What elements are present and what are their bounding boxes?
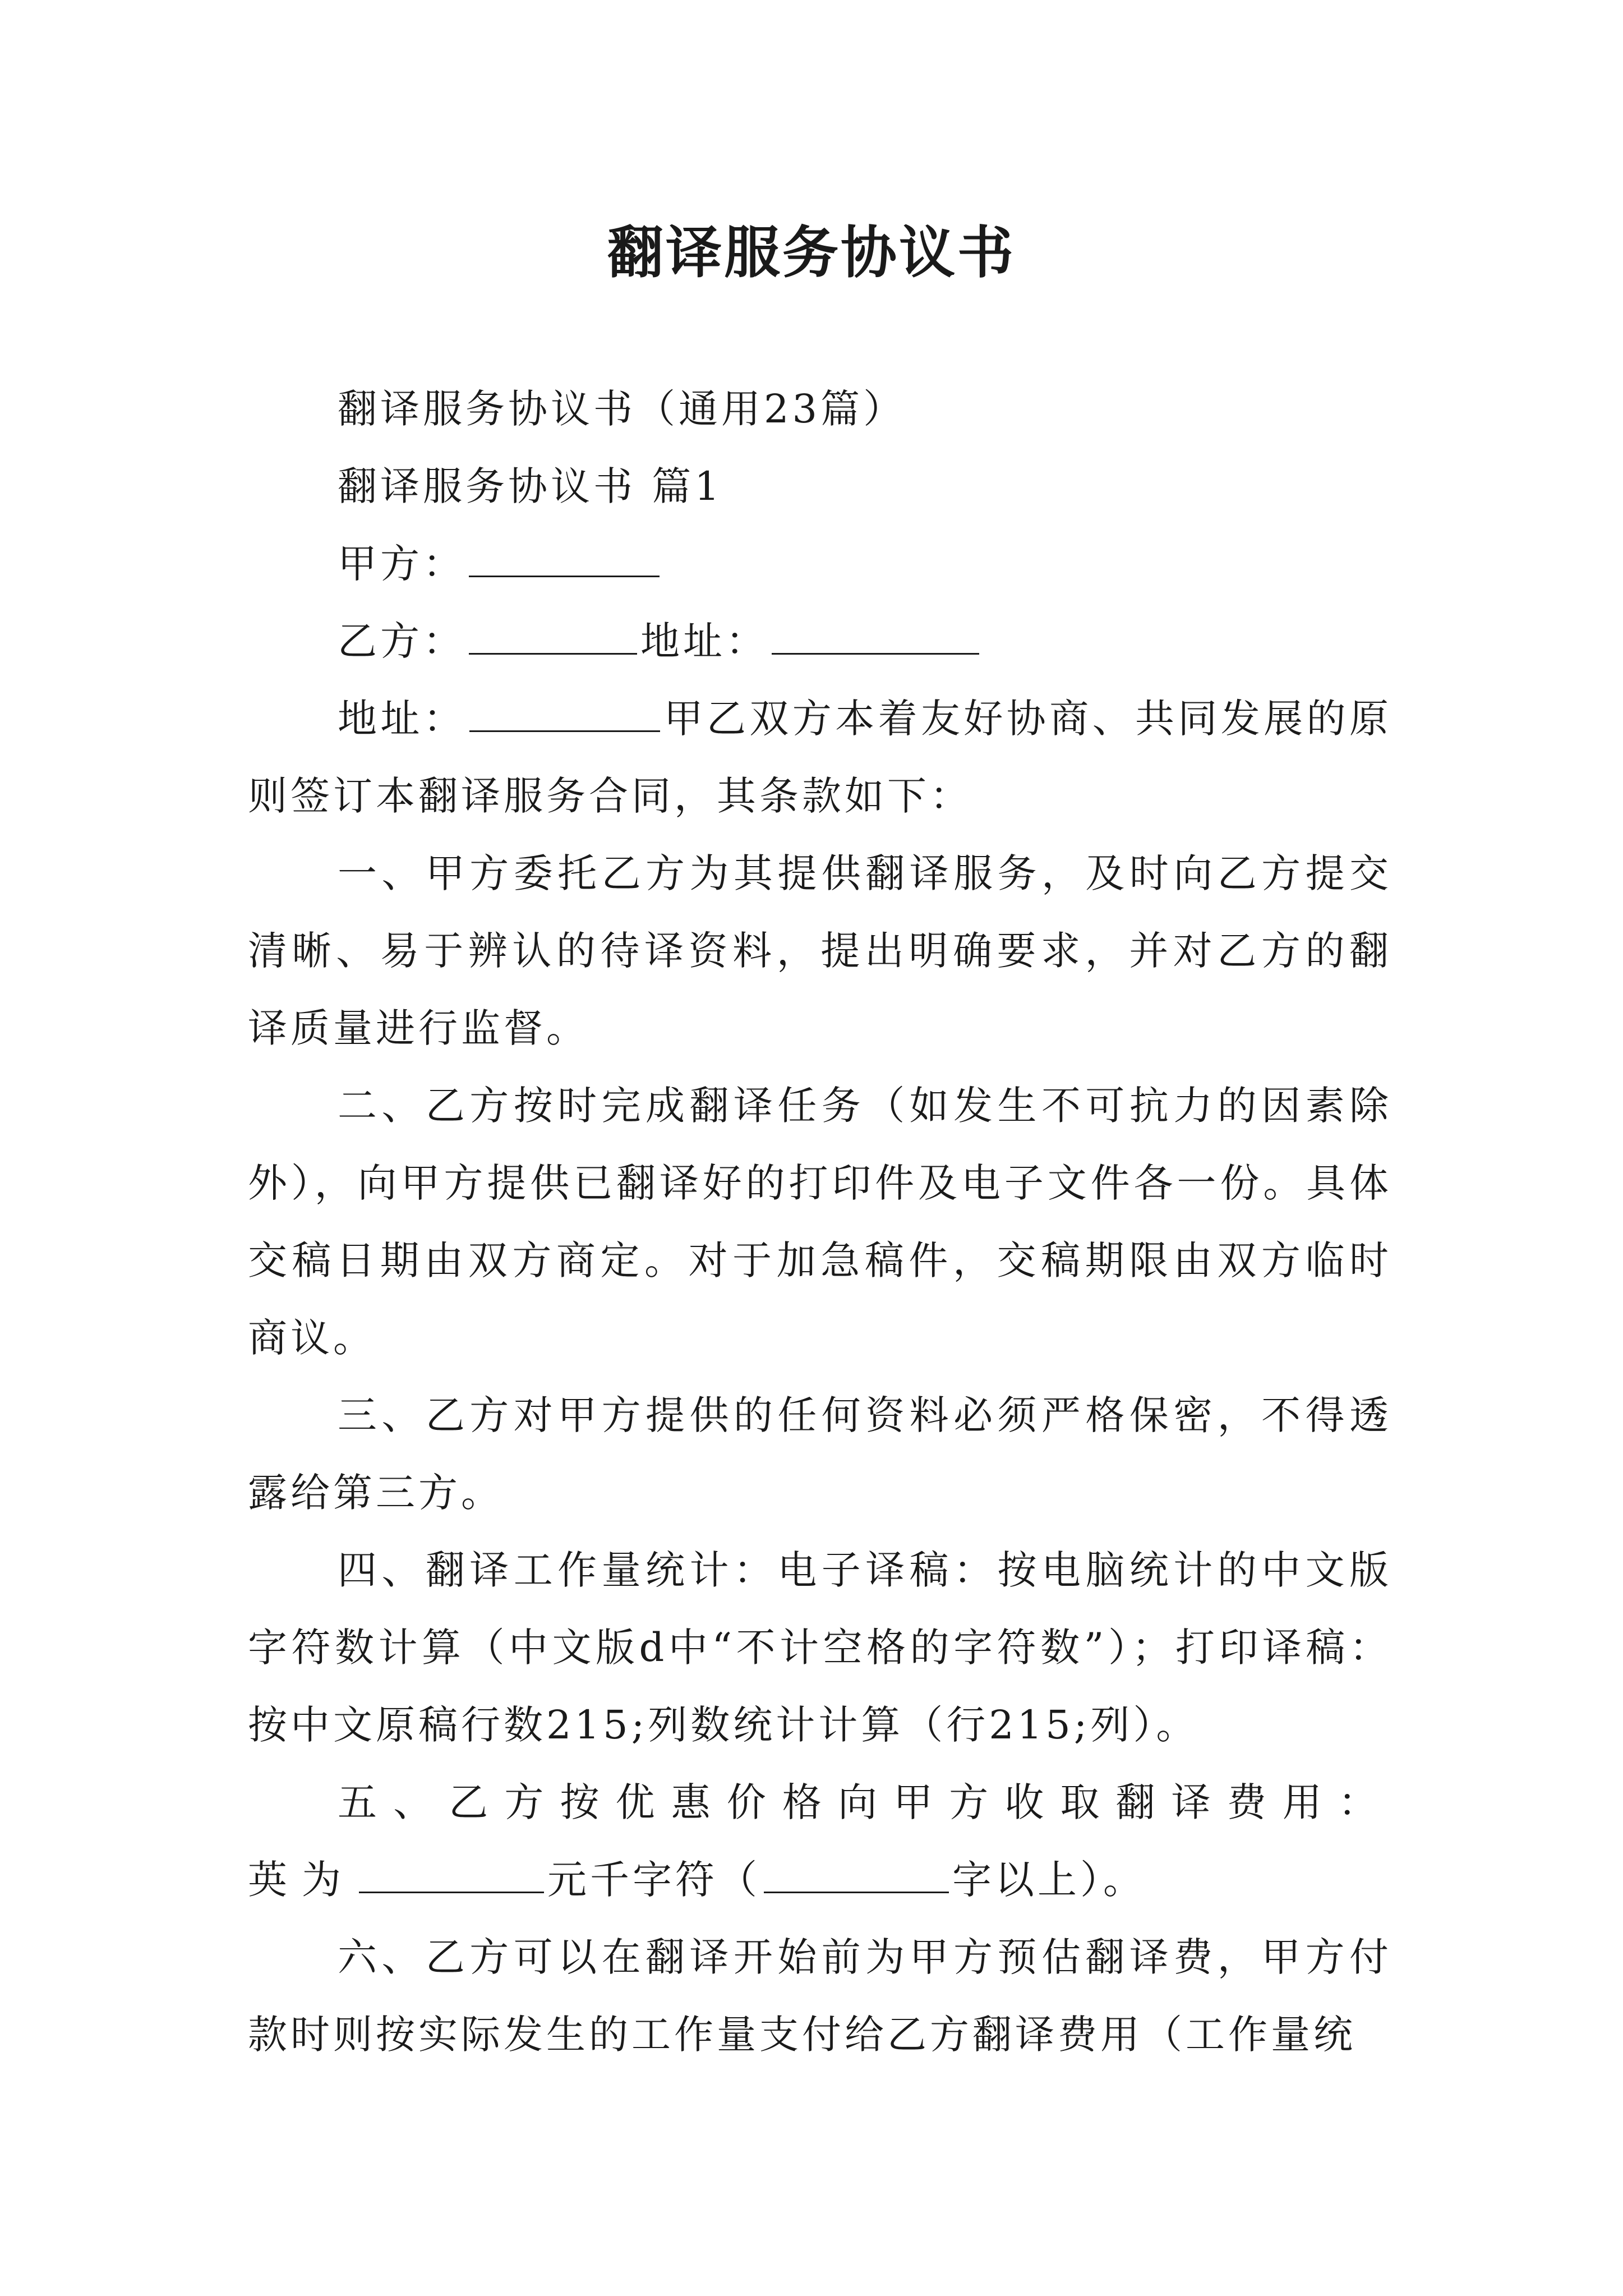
document-title: 翻译服务协议书 [607, 220, 1016, 286]
party-a-blank [469, 542, 660, 577]
clause-3: 三、乙方对甲方提供的任何资料必须严格保密，不得透露给第三方。 [248, 1392, 1392, 1516]
party-b-line [248, 602, 1392, 680]
address-label-inline: 地址： [640, 618, 768, 664]
clause-2: 二、乙方按时完成翻译任务（如发生不可抗力的因素除外），向甲方提供已翻译好的打印件及电子文件各一份。具体交稿日期由双方商定。对于加急稿件，交稿期限由双方临时商议。 [248, 1083, 1392, 1361]
document-body [248, 370, 1392, 2073]
clause-5-mid: 元千字符（ [547, 1857, 760, 1903]
clause-6: 六、乙方可以在翻译开始前为甲方预估翻译费，甲方付款时则按实际发生的工作量支付给乙方翻译费用（工作量统 [248, 1934, 1392, 2058]
heading-collection: 翻译服务协议书（通用23篇） [338, 386, 906, 432]
party-a-line [248, 525, 1392, 602]
address-label-second: 地址： [338, 696, 467, 742]
party-b-blank [469, 619, 637, 655]
heading-part: 翻译服务协议书 篇1 [338, 463, 723, 509]
clause-5-price-blank [359, 1858, 544, 1893]
clause-5-tail: 字以上）。 [952, 1857, 1146, 1903]
clause-5-count-blank [764, 1858, 949, 1893]
address-blank [469, 697, 660, 732]
party-b-address-blank [772, 619, 979, 655]
clause-5-head: 五、乙方按优惠价格向甲方收取翻译费用：英为 [248, 1779, 1392, 1903]
clause-1: 一、甲方委托乙方为其提供翻译服务，及时向乙方提交清晰、易于辨认的待译资料，提出明确要求，并对乙方的翻译质量进行监督。 [248, 850, 1392, 1051]
clause-5 [248, 1764, 1392, 1918]
party-a-label: 甲方： [338, 541, 465, 587]
intro-text: 甲乙双方本着友好协商、共同发展的原则签订本翻译服务合同，其条款如下： [248, 696, 1393, 819]
clause-4: 四、翻译工作量统计：电子译稿：按电脑统计的中文版字符数计算（中文版d中“不计空格的字符数”）；打印译稿：按中文原稿行数215;列数统计计算（行215;列）。 [248, 1547, 1392, 1748]
party-b-label: 乙方： [338, 618, 465, 664]
intro-paragraph [248, 680, 1392, 835]
